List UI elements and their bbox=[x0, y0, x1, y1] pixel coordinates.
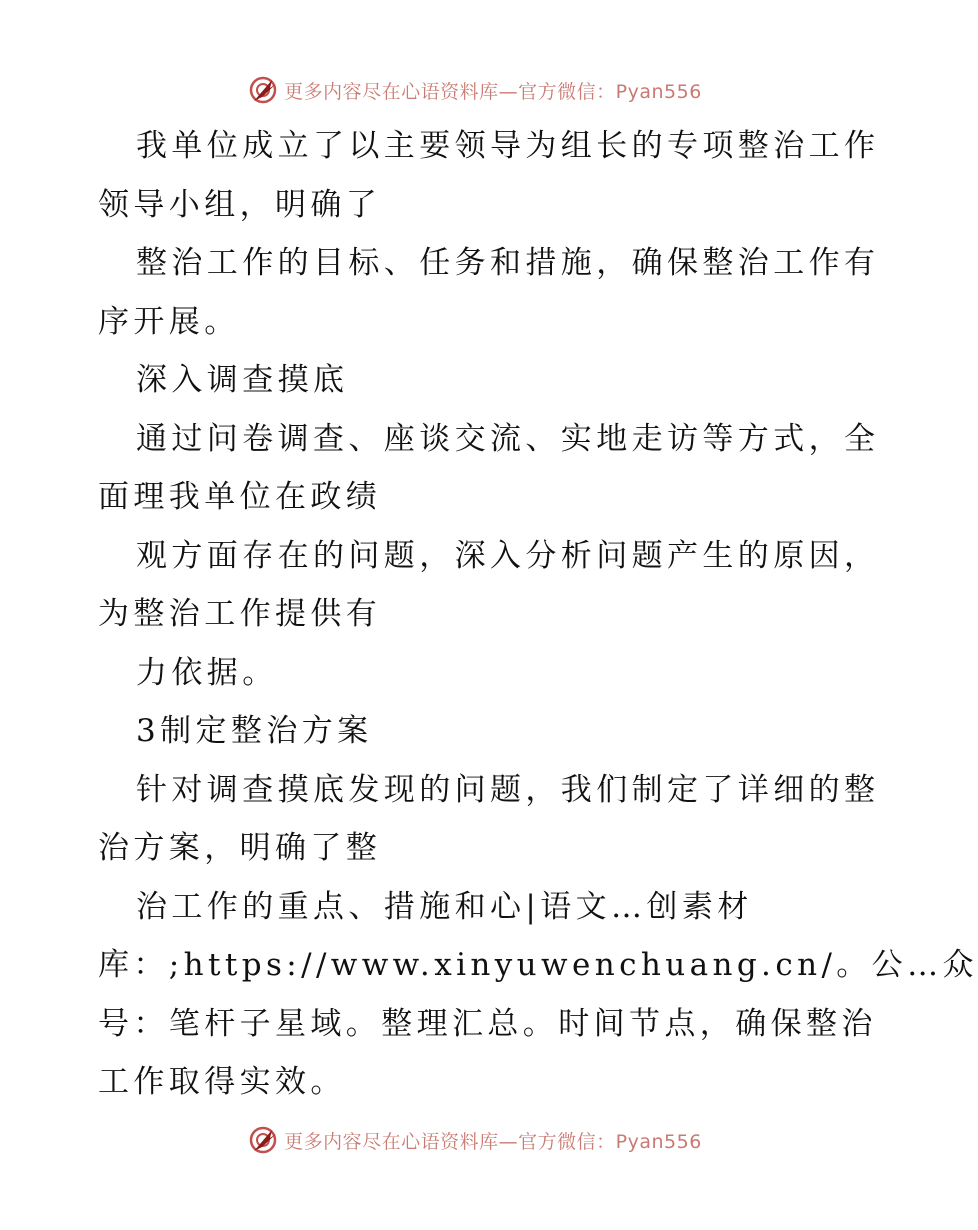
text-line: 治方案，明确了整 bbox=[98, 830, 382, 866]
text-line: 我单位成立了以主要领导为组长的专项整治工作 bbox=[136, 128, 880, 164]
text-line: 面理我单位在政绩 bbox=[98, 479, 382, 515]
watermark-text: 更多内容尽在心语资料库—官方微信：Pyan556 bbox=[284, 80, 702, 103]
text-line: 库：;https://www.xinyuwenchuang.cn/。公…众 bbox=[98, 947, 978, 983]
header-watermark bbox=[0, 70, 950, 110]
text-line: 力依据。 bbox=[136, 654, 278, 691]
text-line: 整治工作的目标、任务和措施，确保整治工作有 bbox=[136, 245, 880, 281]
text-line: 序开展。 bbox=[98, 303, 240, 340]
section-heading: 深入调查摸底 bbox=[136, 362, 349, 398]
watermark-text: 更多内容尽在心语资料库—官方微信：Pyan556 bbox=[284, 1130, 702, 1153]
footer-watermark bbox=[0, 1120, 950, 1160]
text-line: 治工作的重点、措施和心|语文…创素材 bbox=[136, 888, 753, 925]
section-heading: 3制定整治方案 bbox=[136, 713, 373, 749]
text-line: 为整治工作提供有 bbox=[98, 596, 382, 632]
text-line: 针对调查摸底发现的问题，我们制定了详细的整 bbox=[136, 771, 880, 808]
text-line: 通过问卷调查、座谈交流、实地走访等方式，全 bbox=[136, 420, 880, 457]
quill-logo-icon bbox=[248, 75, 278, 105]
text-line: 号：笔杆子星域。整理汇总。时间节点，确保整治 bbox=[98, 1005, 877, 1042]
quill-logo-icon bbox=[248, 1125, 278, 1155]
text-line: 工作取得实效。 bbox=[98, 1064, 346, 1100]
text-line: 领导小组，明确了 bbox=[98, 186, 382, 223]
document-body bbox=[98, 117, 978, 1112]
text-line: 观方面存在的问题，深入分析问题产生的原因， bbox=[136, 537, 880, 574]
